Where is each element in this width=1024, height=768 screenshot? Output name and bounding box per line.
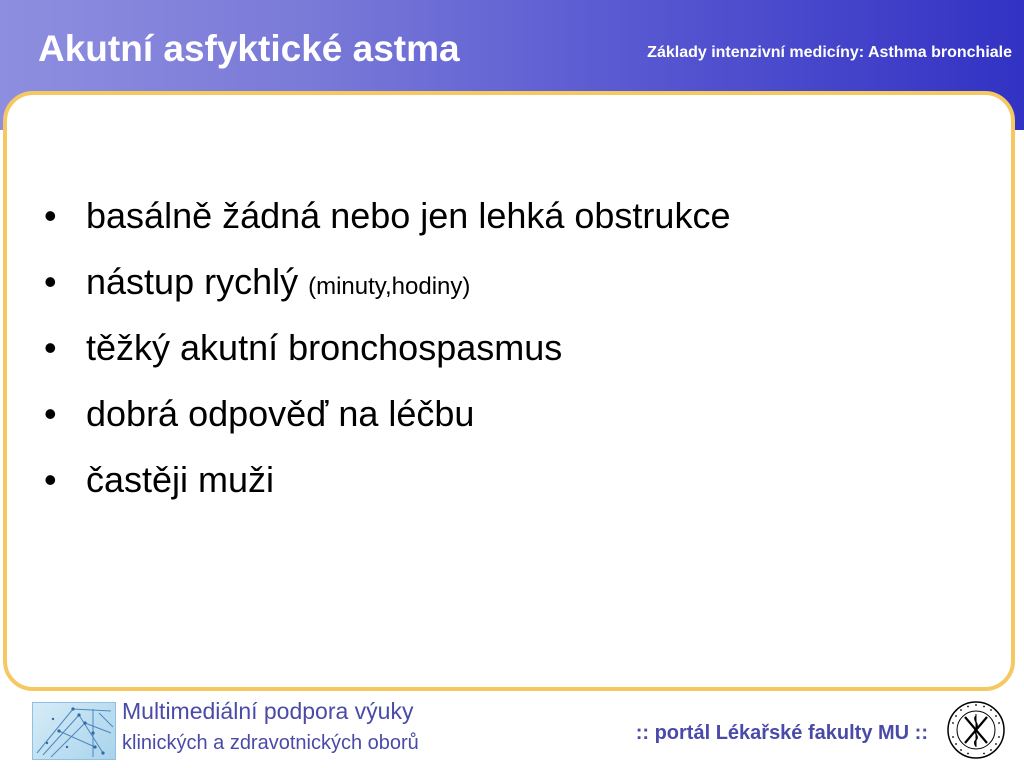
- slide-subtitle: Základy intenzivní medicíny: Asthma bronchiale: [647, 44, 1012, 61]
- bullet-text: dobrá odpověď na léčbu: [86, 393, 475, 434]
- slide-title: Akutní asfyktické astma: [38, 28, 460, 69]
- bullet-dot-icon: •: [44, 459, 57, 500]
- bullet-text: častěji muži: [86, 459, 275, 500]
- bullet-item: [44, 190, 730, 256]
- bullet-item: [44, 256, 730, 322]
- network-diagram-svg: [33, 703, 115, 759]
- footer-project-title: Multimediální podpora výuky: [122, 698, 414, 724]
- bullet-item: [44, 322, 730, 388]
- faculty-seal-icon: [946, 700, 1006, 760]
- bullet-dot-icon: •: [44, 327, 57, 368]
- faculty-seal-svg: [946, 700, 1006, 760]
- footer: [0, 694, 1024, 768]
- bullet-text: nástup rychlý: [86, 261, 309, 302]
- bullet-item: [44, 454, 730, 520]
- footer-portal-link[interactable]: :: portál Lékařské fakulty MU ::: [635, 722, 928, 744]
- bullet-text: těžký akutní bronchospasmus: [86, 327, 563, 368]
- bullet-note: (minuty,hodiny): [308, 273, 471, 300]
- bullet-dot-icon: •: [44, 195, 57, 236]
- bullet-dot-icon: •: [44, 393, 57, 434]
- bullet-dot-icon: •: [44, 261, 57, 302]
- network-diagram-logo-icon: [32, 702, 116, 760]
- footer-project-subtitle: klinických a zdravotnických oborů: [122, 732, 419, 754]
- bullet-item: [44, 388, 730, 454]
- bullet-text: basálně žádná nebo jen lehká obstrukce: [86, 195, 731, 236]
- bullet-list: [44, 190, 730, 520]
